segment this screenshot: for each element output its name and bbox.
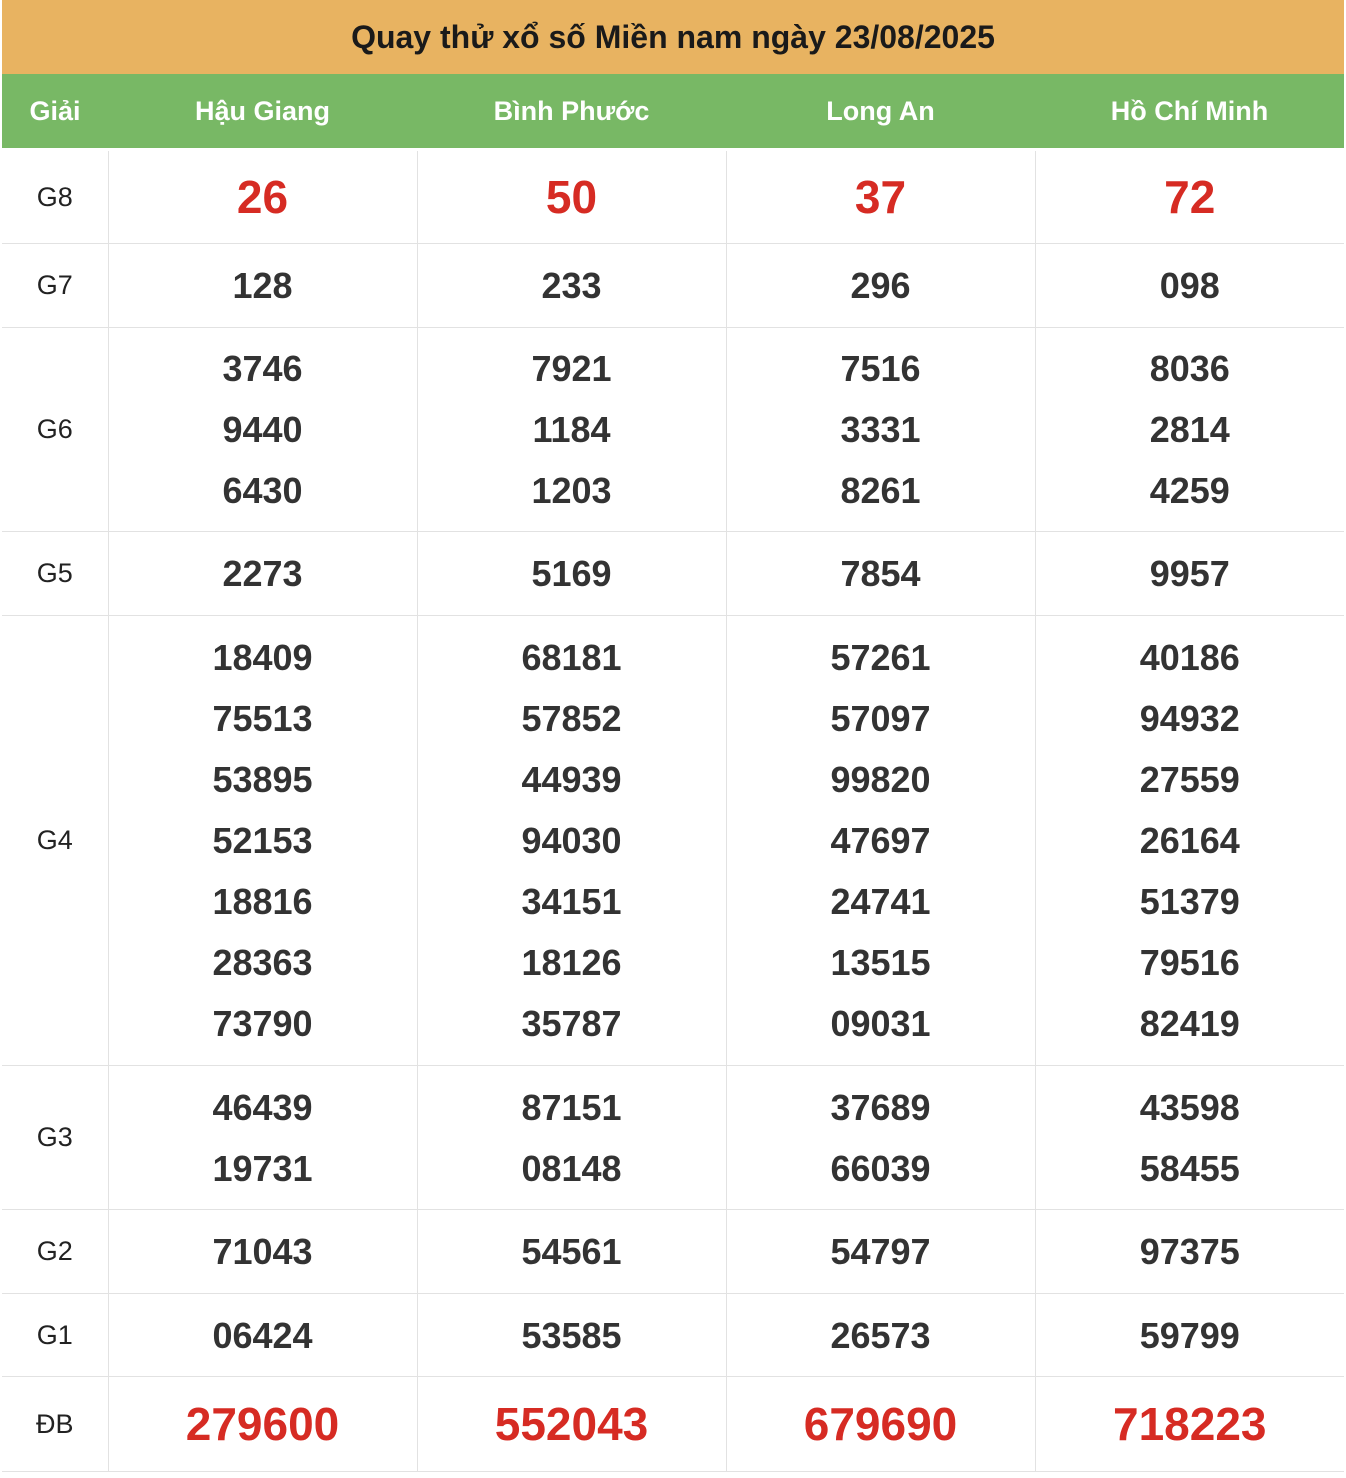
prize-cell xyxy=(1035,1377,1344,1472)
prize-cell xyxy=(417,1066,726,1210)
prize-cell xyxy=(726,1294,1035,1377)
prize-number: 82419 xyxy=(1139,1003,1240,1044)
prize-label: G3 xyxy=(2,1066,108,1210)
prize-number: 5169 xyxy=(531,553,612,594)
prize-cell xyxy=(108,328,417,532)
prize-number: 3746 xyxy=(222,348,303,389)
prize-label: G2 xyxy=(2,1210,108,1294)
prize-cell xyxy=(108,244,417,328)
prize-number: 35787 xyxy=(521,1003,622,1044)
prize-number: 08148 xyxy=(521,1147,622,1189)
prize-cell xyxy=(417,1210,726,1294)
prize-number: 37689 xyxy=(830,1086,931,1128)
prize-label: G4 xyxy=(2,616,108,1066)
header-province: Long An xyxy=(726,74,1035,150)
prize-number: 128 xyxy=(232,265,293,306)
prize-number: 53895 xyxy=(212,759,313,800)
prize-label: ĐB xyxy=(2,1377,108,1472)
prize-number: 50 xyxy=(545,170,598,223)
prize-cell xyxy=(1035,328,1344,532)
prize-number: 296 xyxy=(850,265,911,306)
prize-number: 4259 xyxy=(1149,470,1230,511)
prize-cell xyxy=(108,1210,417,1294)
prize-number: 26164 xyxy=(1139,820,1240,861)
prize-number: 098 xyxy=(1159,265,1220,306)
prize-row xyxy=(2,1210,1344,1294)
prize-number: 40186 xyxy=(1139,637,1240,678)
prize-number: 233 xyxy=(541,265,602,306)
prize-number: 59799 xyxy=(1139,1314,1240,1356)
prize-label: G7 xyxy=(2,244,108,328)
prize-row xyxy=(2,532,1344,616)
prize-number: 6430 xyxy=(222,470,303,511)
header-prize-label: Giải xyxy=(2,74,108,150)
prize-cell xyxy=(417,150,726,244)
prize-number: 54561 xyxy=(521,1231,622,1272)
prize-row xyxy=(2,244,1344,328)
prize-row xyxy=(2,150,1344,244)
prize-number: 51379 xyxy=(1139,881,1240,922)
prize-number: 1203 xyxy=(531,470,612,511)
prize-cell xyxy=(1035,1066,1344,1210)
prize-cell xyxy=(1035,1210,1344,1294)
prize-number: 13515 xyxy=(830,942,931,983)
prize-number: 18126 xyxy=(521,942,622,983)
prize-label: G1 xyxy=(2,1294,108,1377)
prize-cell xyxy=(1035,616,1344,1066)
prize-number: 37 xyxy=(854,170,907,223)
prize-cell xyxy=(726,616,1035,1066)
prize-row xyxy=(2,1294,1344,1377)
prize-number: 43598 xyxy=(1139,1086,1240,1128)
prize-cell xyxy=(417,1294,726,1377)
prize-number: 679690 xyxy=(803,1397,958,1450)
prize-number: 26 xyxy=(236,170,289,223)
prize-cell xyxy=(108,150,417,244)
prize-number: 9440 xyxy=(222,409,303,450)
header-row xyxy=(2,74,1344,150)
prize-number: 52153 xyxy=(212,820,313,861)
prize-cell xyxy=(108,1294,417,1377)
prize-number: 9957 xyxy=(1149,553,1230,594)
prize-cell xyxy=(1035,1294,1344,1377)
prize-number: 68181 xyxy=(521,637,622,678)
page-title: Quay thử xổ số Miền nam ngày 23/08/2025 xyxy=(2,0,1344,74)
prize-number: 58455 xyxy=(1139,1147,1240,1189)
prize-number: 57097 xyxy=(830,698,931,739)
prize-cell xyxy=(726,1377,1035,1472)
prize-cell xyxy=(417,1377,726,1472)
header-province: Hồ Chí Minh xyxy=(1035,74,1344,150)
prize-label: G6 xyxy=(2,328,108,532)
prize-number: 18816 xyxy=(212,881,313,922)
prize-cell xyxy=(108,616,417,1066)
prize-number: 7921 xyxy=(531,348,612,389)
prize-number: 47697 xyxy=(830,820,931,861)
prize-number: 2273 xyxy=(222,553,303,594)
prize-row xyxy=(2,1377,1344,1472)
prize-cell xyxy=(417,244,726,328)
prize-number: 46439 xyxy=(212,1086,313,1128)
prize-cell xyxy=(726,328,1035,532)
prize-number: 1184 xyxy=(532,409,611,450)
prize-row xyxy=(2,1066,1344,1210)
prize-cell xyxy=(417,532,726,616)
prize-cell xyxy=(108,1066,417,1210)
prize-number: 28363 xyxy=(212,942,313,983)
prize-cell xyxy=(1035,532,1344,616)
prize-cell xyxy=(1035,244,1344,328)
prize-number: 3331 xyxy=(840,409,921,450)
prize-number: 75513 xyxy=(212,698,313,739)
prize-number: 53585 xyxy=(521,1314,622,1356)
prize-number: 06424 xyxy=(212,1314,313,1356)
prize-cell xyxy=(108,1377,417,1472)
prize-number: 7854 xyxy=(840,553,921,594)
prize-number: 279600 xyxy=(185,1397,340,1450)
prize-number: 552043 xyxy=(494,1397,649,1450)
prize-row xyxy=(2,616,1344,1066)
prize-number: 27559 xyxy=(1139,759,1240,800)
prize-cell xyxy=(726,1066,1035,1210)
prize-cell xyxy=(726,1210,1035,1294)
prize-number: 718223 xyxy=(1113,1397,1267,1450)
header-province: Hậu Giang xyxy=(108,74,417,150)
prize-number: 73790 xyxy=(212,1003,313,1044)
prize-cell xyxy=(108,532,417,616)
prize-cell xyxy=(726,532,1035,616)
prize-number: 44939 xyxy=(521,759,622,800)
prize-number: 54797 xyxy=(830,1231,931,1272)
prize-number: 97375 xyxy=(1139,1231,1240,1272)
prize-number: 57261 xyxy=(830,637,931,678)
prize-label: G5 xyxy=(2,532,108,616)
results-table xyxy=(2,74,1344,1472)
prize-label: G8 xyxy=(2,150,108,244)
prize-cell xyxy=(726,244,1035,328)
prize-number: 87151 xyxy=(521,1086,622,1128)
prize-number: 79516 xyxy=(1139,942,1240,983)
prize-number: 18409 xyxy=(212,637,313,678)
prize-number: 71043 xyxy=(212,1231,313,1272)
prize-number: 8036 xyxy=(1149,348,1230,389)
prize-number: 2814 xyxy=(1149,409,1230,450)
prize-row xyxy=(2,328,1344,532)
prize-number: 94932 xyxy=(1139,698,1240,739)
prize-cell xyxy=(417,616,726,1066)
prize-number: 94030 xyxy=(521,820,622,861)
prize-number: 99820 xyxy=(830,759,931,800)
prize-number: 09031 xyxy=(830,1003,931,1044)
prize-number: 19731 xyxy=(212,1147,313,1189)
prize-number: 8261 xyxy=(840,470,921,511)
prize-number: 66039 xyxy=(830,1147,931,1189)
prize-cell xyxy=(417,328,726,532)
prize-cell xyxy=(726,150,1035,244)
prize-number: 34151 xyxy=(521,881,622,922)
prize-number: 7516 xyxy=(840,348,921,389)
prize-number: 57852 xyxy=(521,698,622,739)
header-province: Bình Phước xyxy=(417,74,726,150)
prize-cell xyxy=(1035,150,1344,244)
prize-number: 24741 xyxy=(830,881,931,922)
prize-number: 26573 xyxy=(830,1314,931,1356)
lottery-results xyxy=(2,0,1344,1472)
prize-number: 72 xyxy=(1164,170,1216,223)
